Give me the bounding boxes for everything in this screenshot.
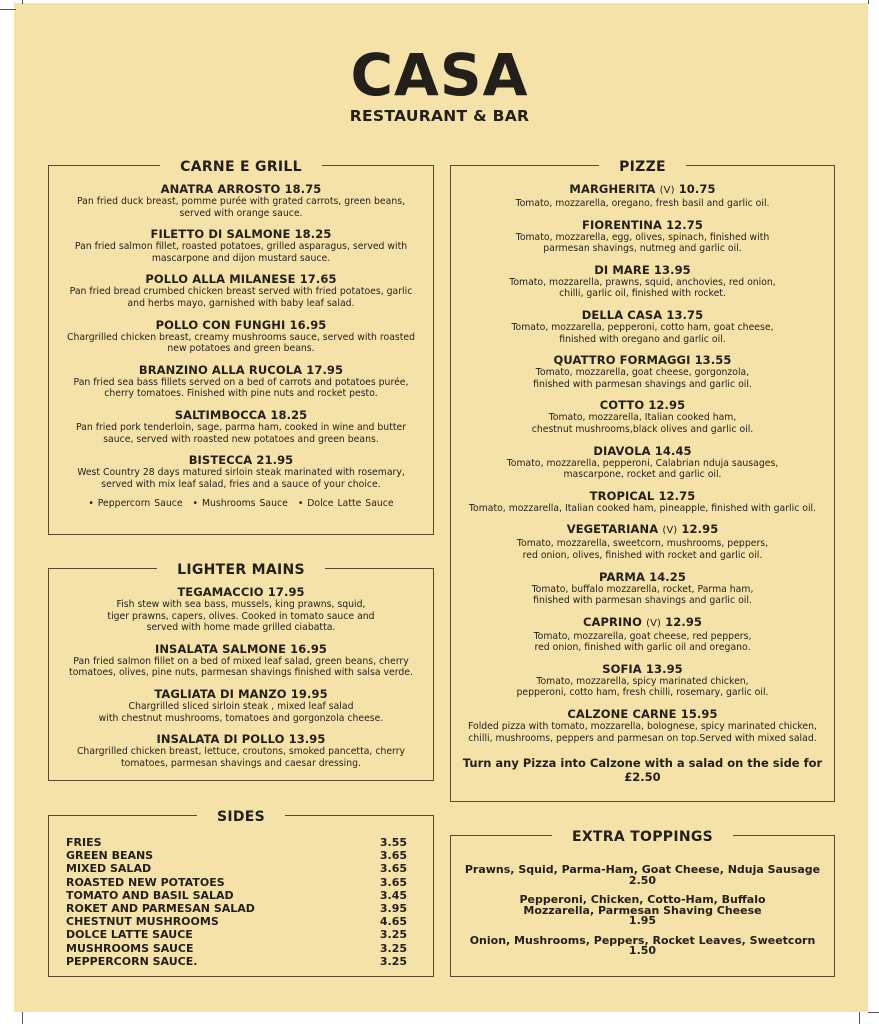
item-price: 13.95 xyxy=(653,262,691,277)
item-description: tiger prawns, capers, olives. Cooked in tomato sauce and xyxy=(107,610,375,622)
topping-price: 1.50 xyxy=(628,944,657,957)
side-name: ROKET AND PARMESAN SALAD xyxy=(66,902,255,916)
item-price: 18.25 xyxy=(294,227,332,242)
item-heading xyxy=(451,707,834,721)
item-name: TROPICAL xyxy=(589,488,655,503)
menu-item xyxy=(451,707,834,744)
menu-item xyxy=(49,182,433,219)
side-price: 3.45 xyxy=(379,888,407,902)
side-item xyxy=(66,955,407,968)
item-heading xyxy=(451,662,834,676)
item-heading xyxy=(451,182,834,198)
item-name: TEGAMACCIO xyxy=(177,585,264,599)
item-description: West Country 28 days matured sirloin steak marinated with rosemary, xyxy=(77,467,405,479)
item-description: chilli, mushrooms, peppers and parmesan on top.Served with mixed salad. xyxy=(468,732,817,744)
item-description: mascarpone, rocket and garlic oil. xyxy=(563,469,722,481)
menu-item xyxy=(451,570,834,607)
menu-item xyxy=(49,363,433,400)
item-description: Tomato, buffalo mozzarella, rocket, Parma ham, xyxy=(531,583,754,595)
crop-mark xyxy=(859,1012,860,1024)
topping-price: 2.50 xyxy=(628,873,657,887)
item-description: Pan fried duck breast, pomme purée with grated carrots, green beans, xyxy=(76,196,406,207)
item-description: mascarpone and dijon mustard sauce. xyxy=(151,252,331,264)
section-heading: SIDES xyxy=(197,809,285,825)
item-price: 15.95 xyxy=(680,707,718,722)
item-heading xyxy=(451,444,834,458)
item-name: DI MARE xyxy=(594,262,650,277)
item-price: 17.95 xyxy=(267,585,305,599)
side-name: MUSHROOMS SAUCE xyxy=(66,941,194,955)
item-heading xyxy=(451,353,834,367)
item-price: 12.95 xyxy=(648,398,686,413)
menu-item xyxy=(451,522,834,561)
menu-item xyxy=(451,308,834,345)
menu-item xyxy=(49,408,433,445)
item-heading xyxy=(49,272,433,286)
item-price: 14.25 xyxy=(649,569,686,584)
item-name: QUATTRO FORMAGGI xyxy=(553,353,691,368)
item-price: 21.95 xyxy=(256,453,294,468)
menu-item xyxy=(451,353,834,390)
item-name: POLLO ALLA MILANESE xyxy=(145,272,296,287)
item-name: BISTECCA xyxy=(188,453,253,468)
menu-item xyxy=(451,615,834,654)
item-description: Chargrilled sliced sirloin steak , mixed leaf salad xyxy=(128,700,354,712)
menu-item xyxy=(49,318,433,355)
vegetarian-tag: (V) xyxy=(662,525,678,537)
item-heading xyxy=(451,615,834,631)
item-description: new potatoes and green beans. xyxy=(167,343,315,355)
side-name: FRIES xyxy=(66,836,102,849)
section-heading: CARNE E GRILL xyxy=(160,159,322,175)
item-name: BRANZINO ALLA RUCOLA xyxy=(138,362,303,377)
item-heading xyxy=(49,182,433,196)
sauce-option: • Mushrooms Sauce xyxy=(192,498,288,510)
item-description: pepperoni, cotto ham, fresh chilli, rosemary, garlic oil. xyxy=(516,687,769,699)
side-name: DOLCE LATTE SAUCE xyxy=(66,928,193,942)
item-description: Tomato, mozzarella, egg, olives, spinach, finished with xyxy=(515,231,770,243)
side-price: 3.25 xyxy=(379,954,407,968)
vegetarian-tag: (V) xyxy=(659,185,675,196)
calzone-note: Turn any Pizza into Calzone with a salad on the side for £2.50 xyxy=(462,756,823,785)
item-description: and herbs mayo, garnished with baby leaf salad. xyxy=(127,297,355,309)
side-item xyxy=(66,849,407,862)
item-description: chilli, garlic oil, finished with rocket. xyxy=(559,288,726,300)
item-name: DELLA CASA xyxy=(581,307,663,322)
side-item xyxy=(66,862,407,875)
item-description: Pan fried salmon fillet on a bed of mixed leaf salad, green beans, cherry xyxy=(73,655,409,667)
item-description: served with mix leaf salad, fries and a sauce of your choice. xyxy=(101,478,381,490)
menu-item xyxy=(451,218,834,255)
item-name: TAGLIATA DI MANZO xyxy=(154,686,287,701)
item-description: finished with parmesan shavings and garlic oil. xyxy=(533,595,752,607)
crop-mark xyxy=(0,9,16,10)
menu-item-list xyxy=(49,585,433,777)
side-item xyxy=(66,836,407,849)
topping-group xyxy=(451,895,834,927)
item-name: DIAVOLA xyxy=(593,443,651,458)
item-name: FIORENTINA xyxy=(582,217,662,232)
item-name: FILETTO DI SALMONE xyxy=(150,227,291,242)
side-name: TOMATO AND BASIL SALAD xyxy=(66,888,234,902)
menu-item xyxy=(451,263,834,300)
item-heading xyxy=(451,308,834,322)
menu-item xyxy=(49,453,433,490)
item-description: red onion, olives, finished with rocket and garlic oil. xyxy=(522,549,763,561)
item-description: Folded pizza with tomato, mozzarella, bolognese, spicy marinated chicken, xyxy=(467,721,817,733)
crop-mark xyxy=(868,1012,879,1013)
item-name: INSALATA DI POLLO xyxy=(156,732,285,747)
side-price: 3.65 xyxy=(379,862,407,876)
side-name: PEPPERCORN SAUCE. xyxy=(66,954,198,968)
menu-item xyxy=(451,444,834,481)
restaurant-subtitle: RESTAURANT & BAR xyxy=(349,107,530,125)
item-description: Chargrilled chicken breast, lettuce, croutons, smoked pancetta, cherry xyxy=(76,746,406,758)
item-name: CAPRINO xyxy=(582,614,642,629)
item-heading xyxy=(451,522,834,538)
item-price: 10.75 xyxy=(678,182,716,196)
item-heading xyxy=(49,585,433,599)
item-description: with chestnut mushrooms, tomatoes and gorgonzola cheese. xyxy=(98,712,384,724)
item-price: 14.45 xyxy=(654,443,692,458)
item-description: Fish stew with sea bass, mussels, king prawns, squid, xyxy=(116,599,366,610)
item-heading xyxy=(49,363,433,377)
item-heading xyxy=(451,398,834,412)
item-price: 19.95 xyxy=(290,686,328,701)
item-price: 18.25 xyxy=(270,407,308,422)
item-description: Tomato, mozzarella, Italian cooked ham, pineapple, finished with garlic oil. xyxy=(468,502,817,514)
side-name: GREEN BEANS xyxy=(66,849,154,863)
item-description: Chargrilled chicken breast, creamy mushrooms sauce, served with roasted xyxy=(66,331,416,343)
menu-item-list xyxy=(49,182,433,509)
topping-price: 1.95 xyxy=(628,914,657,927)
section-sides xyxy=(48,809,434,977)
item-price: 17.65 xyxy=(299,272,337,287)
item-price: 16.95 xyxy=(289,317,327,332)
sides-list xyxy=(66,836,407,968)
side-name: ROASTED NEW POTATOES xyxy=(66,875,225,889)
item-description: Pan fried pork tenderloin, sage, parma ham, cooked in wine and butter xyxy=(75,421,407,433)
section-pizze xyxy=(450,159,835,802)
item-description: sauce, served with roasted new potatoes and green beans. xyxy=(103,433,379,445)
restaurant-name: CASA xyxy=(350,41,529,109)
side-item xyxy=(66,915,407,928)
item-description: Tomato, mozzarella, goat cheese, red peppers, xyxy=(533,630,752,642)
item-heading xyxy=(451,218,834,232)
item-description: Tomato, mozzarella, oregano, fresh basil and garlic oil. xyxy=(515,198,770,209)
section-carne-e-grill xyxy=(48,159,434,535)
item-description: Pan fried sea bass fillets served on a bed of carrots and potatoes purée, xyxy=(73,376,409,388)
topping-line: Mozzarella, Parmesan Shaving Cheese xyxy=(523,903,762,917)
item-description: tomatoes, parmesan shavings and caesar dressing. xyxy=(121,757,361,769)
item-heading xyxy=(451,263,834,277)
section-heading: EXTRA TOPPINGS xyxy=(552,829,733,845)
topping-line: Prawns, Squid, Parma-Ham, Goat Cheese, Nduja Sausage xyxy=(464,863,821,876)
item-name: ANATRA ARROSTO xyxy=(160,182,281,196)
item-description: Tomato, mozzarella, pepperoni, cotto ham, goat cheese, xyxy=(511,321,774,333)
item-heading xyxy=(49,732,433,746)
item-price: 12.75 xyxy=(666,217,703,232)
side-item xyxy=(66,928,407,941)
item-name: PARMA xyxy=(599,569,645,584)
item-price: 16.95 xyxy=(290,641,328,656)
topping-line: Pepperoni, Chicken, Cotto-Ham, Buffalo xyxy=(519,893,766,906)
item-description: Tomato, mozzarella, goat cheese, gorgonzola, xyxy=(535,367,750,379)
side-price: 3.25 xyxy=(379,941,407,955)
item-description: finished with oregano and garlic oil. xyxy=(559,333,726,345)
item-price: 13.75 xyxy=(666,307,704,322)
item-description: red onion, finished with garlic oil and oregano. xyxy=(534,642,751,654)
side-item xyxy=(66,889,407,902)
item-price: 12.75 xyxy=(658,488,696,503)
menu-item xyxy=(451,662,834,699)
menu-item xyxy=(451,489,834,515)
side-price: 3.55 xyxy=(379,836,407,849)
menu-item xyxy=(451,398,834,435)
item-description: cherry tomatoes. Finished with pine nuts and rocket pesto. xyxy=(104,388,378,400)
side-price: 3.65 xyxy=(379,875,407,889)
vegetarian-tag: (V) xyxy=(646,617,662,629)
item-heading xyxy=(49,453,433,467)
menu-item xyxy=(49,687,433,724)
crop-mark xyxy=(22,1012,23,1024)
item-name: SOFIA xyxy=(602,661,642,676)
item-heading xyxy=(451,489,834,503)
item-description: Tomato, mozzarella, spicy marinated chicken, xyxy=(536,675,749,687)
item-name: CALZONE CARNE xyxy=(567,707,677,722)
menu-item xyxy=(49,732,433,769)
menu-item xyxy=(49,642,433,679)
item-price: 12.95 xyxy=(681,522,719,537)
item-price: 13.55 xyxy=(694,353,732,368)
menu-item xyxy=(49,585,433,634)
item-name: COTTO xyxy=(599,398,645,413)
item-description: chestnut mushrooms,black olives and garlic oil. xyxy=(531,423,754,435)
item-description: Tomato, mozzarella, sweetcorn, mushrooms, peppers, xyxy=(516,538,769,550)
crop-mark xyxy=(22,0,23,4)
item-description: Pan fried salmon fillet, roasted potatoes, grilled asparagus, served with xyxy=(74,241,408,253)
item-heading xyxy=(49,642,433,656)
item-description: Tomato, mozzarella, prawns, squid, anchovies, red onion, xyxy=(509,276,776,288)
menu-item xyxy=(49,227,433,264)
item-name: INSALATA SALMONE xyxy=(154,641,287,656)
item-description: parmesan shavings, nutmeg and garlic oil. xyxy=(543,243,742,255)
side-price: 3.65 xyxy=(379,849,407,863)
item-price: 13.95 xyxy=(645,661,683,676)
side-item xyxy=(66,942,407,955)
side-price: 3.25 xyxy=(379,928,407,942)
side-item xyxy=(66,902,407,915)
item-heading xyxy=(49,318,433,332)
topping-group xyxy=(451,865,834,886)
side-price: 4.65 xyxy=(379,915,407,929)
item-price: 13.95 xyxy=(288,732,326,747)
section-heading: PIZZE xyxy=(599,159,686,175)
item-heading xyxy=(49,408,433,422)
item-heading xyxy=(49,687,433,701)
item-price: 17.95 xyxy=(306,362,344,377)
item-description: Pan fried bread crumbed chicken breast served with fried potatoes, garlic xyxy=(69,286,413,298)
item-description: served with orange sauce. xyxy=(179,207,303,219)
section-heading: LIGHTER MAINS xyxy=(157,562,325,578)
side-item xyxy=(66,876,407,889)
side-name: CHESTNUT MUSHROOMS xyxy=(66,915,219,929)
topping-group xyxy=(451,933,834,957)
sauce-options xyxy=(49,498,433,509)
sauce-option: • Dolce Latte Sauce xyxy=(297,498,394,510)
item-name: SALTIMBOCCA xyxy=(174,407,267,422)
item-description: finished with parmesan shavings and garlic oil. xyxy=(533,378,752,390)
section-extra-toppings xyxy=(450,829,835,977)
item-description: tomatoes, olives, pine nuts, parmesan shavings finished with salsa verde. xyxy=(69,667,413,679)
item-price: 18.75 xyxy=(284,182,322,196)
menu-item-list xyxy=(451,182,834,784)
item-price: 12.95 xyxy=(665,614,703,629)
topping-line: Onion, Mushrooms, Peppers, Rocket Leaves, Sweetcorn xyxy=(469,933,816,947)
side-price: 3.95 xyxy=(379,902,407,916)
section-lighter-mains xyxy=(48,562,434,781)
item-heading xyxy=(49,227,433,241)
side-name: MIXED SALAD xyxy=(66,862,152,876)
item-description: Tomato, mozzarella, pepperoni, Calabrian nduja sausages, xyxy=(506,457,779,469)
menu-item xyxy=(451,182,834,210)
item-name: POLLO CON FUNGHI xyxy=(155,317,286,332)
item-description: Tomato, mozzarella, Italian cooked ham, xyxy=(548,412,737,424)
menu-item xyxy=(49,272,433,309)
item-heading xyxy=(451,570,834,584)
item-name: MARGHERITA xyxy=(569,182,656,196)
item-name: VEGETARIANA xyxy=(566,522,659,537)
crop-mark xyxy=(868,0,869,4)
sauce-option: • Peppercorn Sauce xyxy=(88,498,183,510)
item-description: served with home made grilled ciabatta. xyxy=(146,622,336,634)
toppings-list xyxy=(451,865,834,966)
